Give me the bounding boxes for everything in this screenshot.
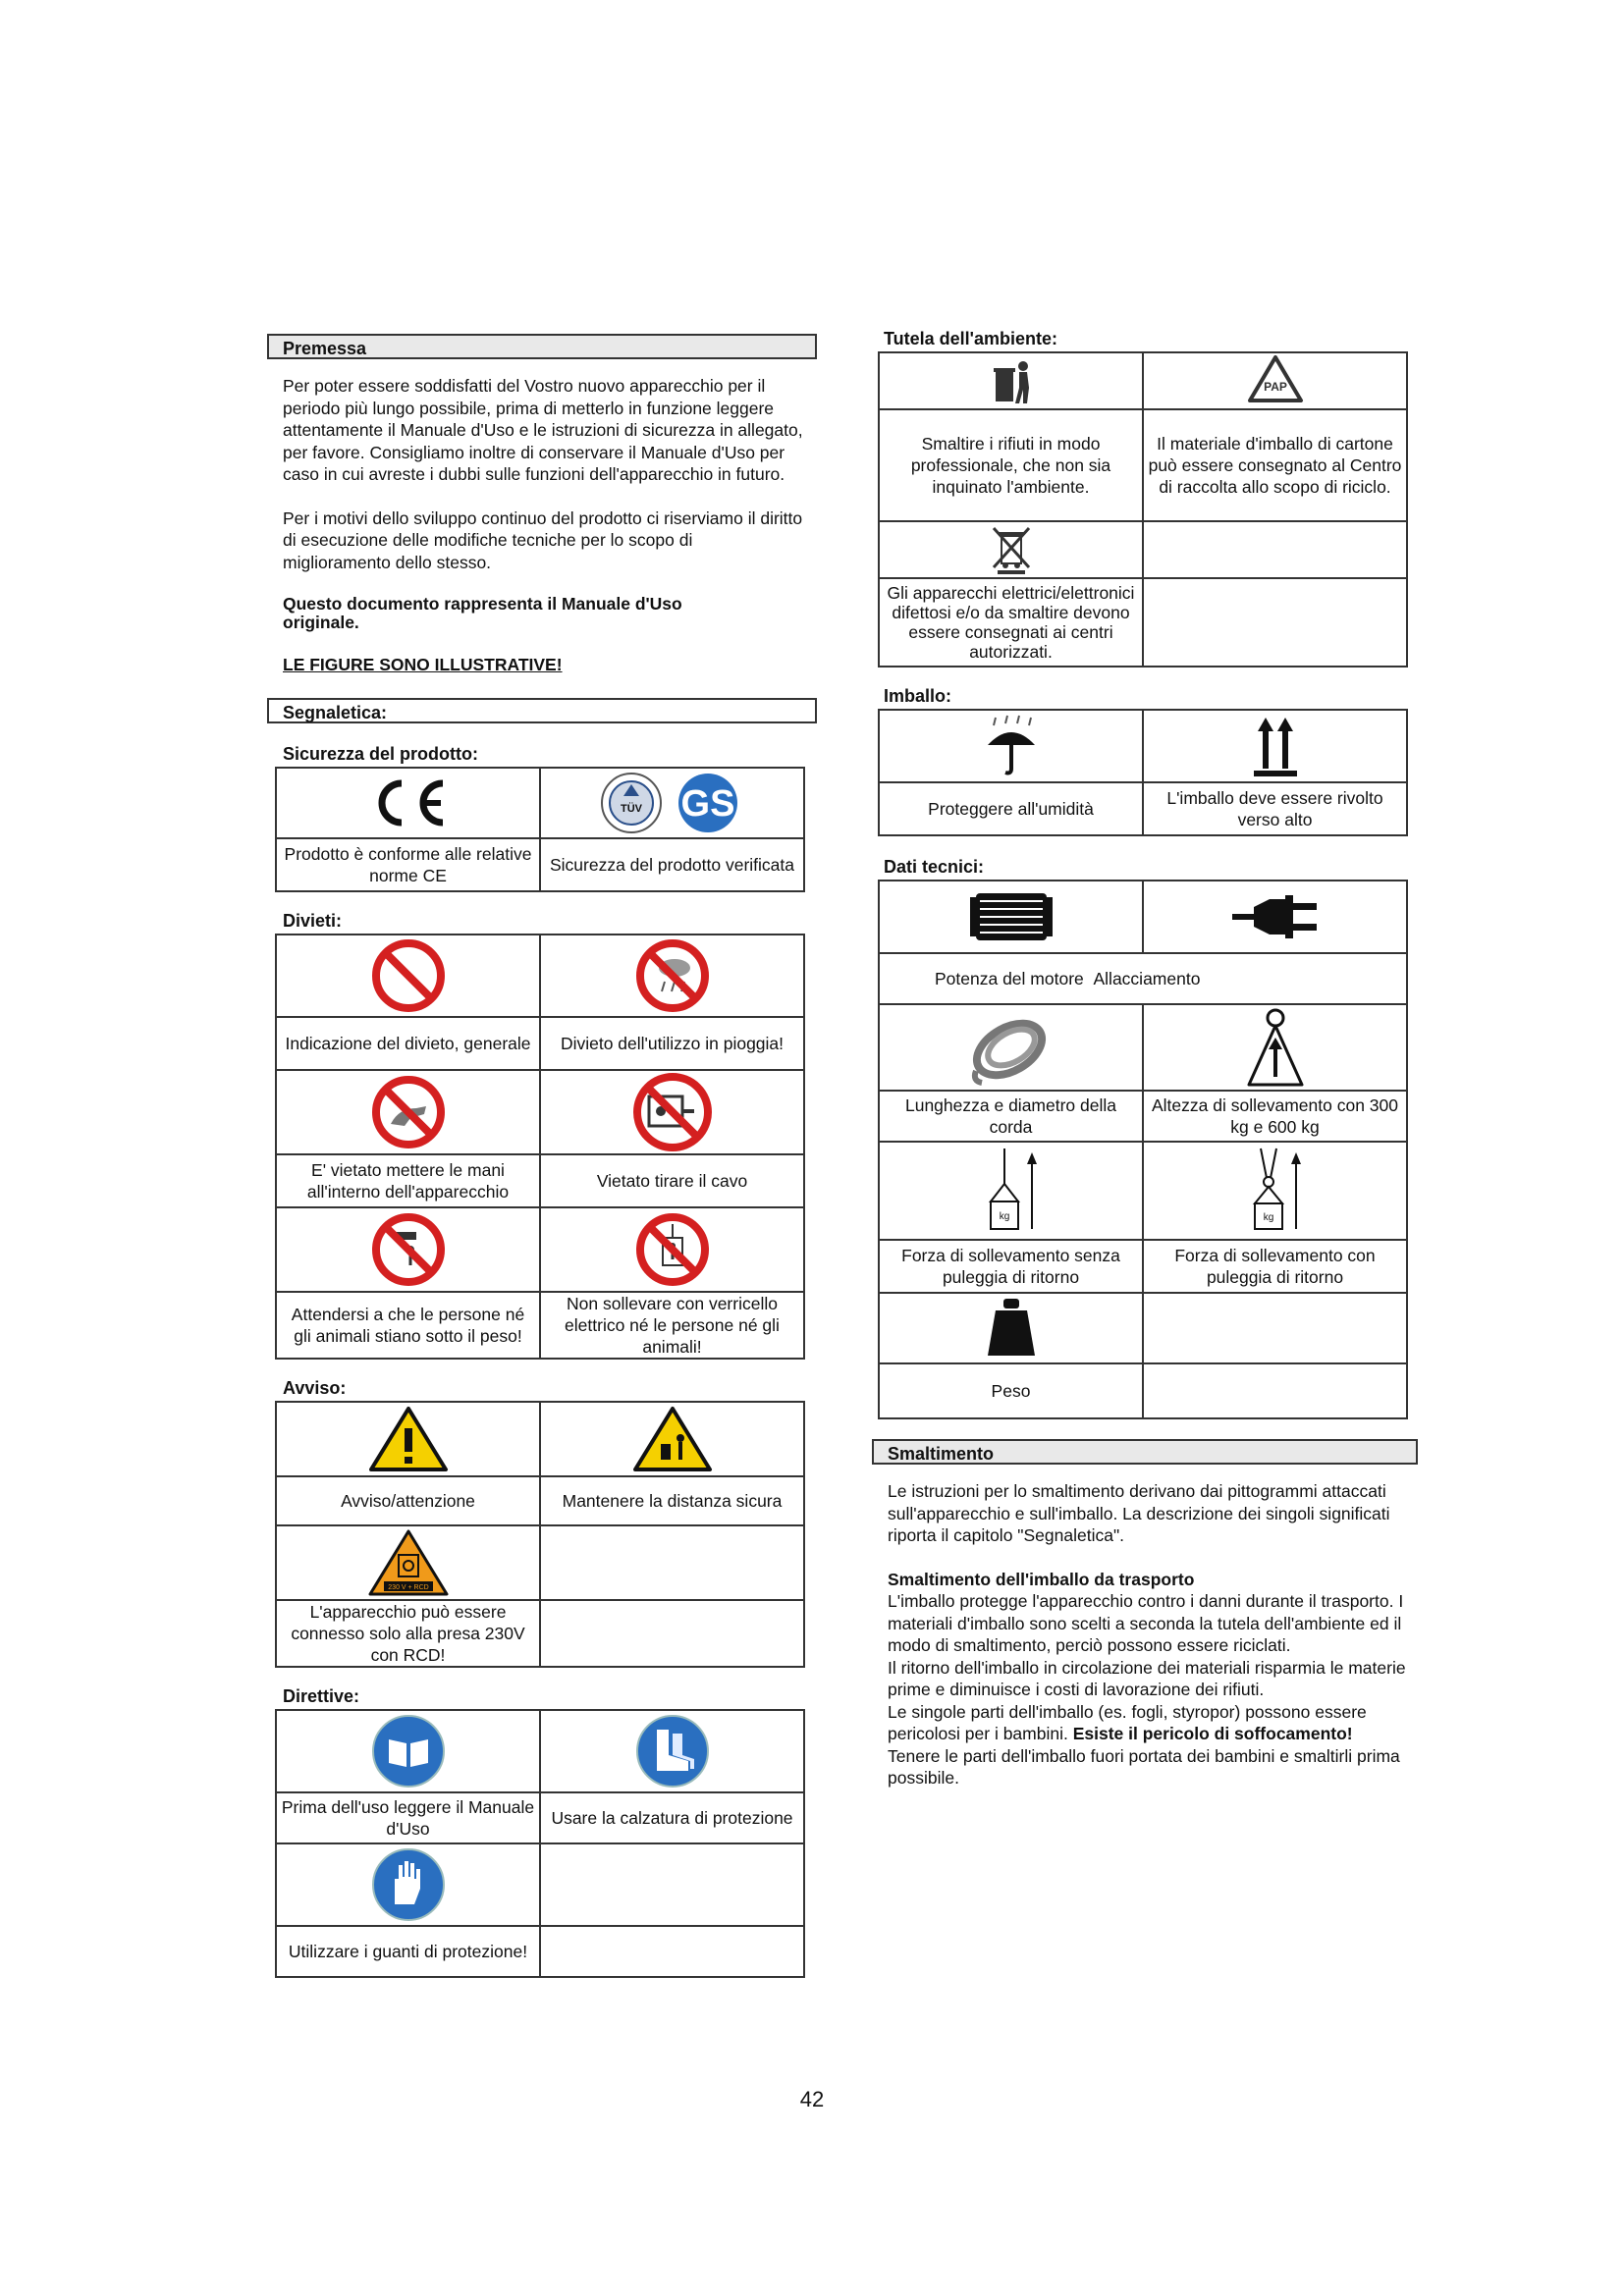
rcd-label-text: 230 V + RCD bbox=[387, 1583, 429, 1591]
empty-cell bbox=[540, 1926, 804, 1977]
sign-label: Prodotto è conforme alle relative norme CE bbox=[276, 838, 540, 891]
safe-distance-cell bbox=[540, 1402, 804, 1476]
smaltimento-subheading: Smaltimento dell'imballo da trasporto bbox=[888, 1569, 1195, 1589]
sign-label: Potenza del motore bbox=[935, 969, 1084, 988]
force-with-pulley-cell bbox=[1143, 1142, 1407, 1240]
tutela-table bbox=[878, 351, 1408, 667]
smaltimento-paragraph-2: L'imballo protegge l'apparecchio contro i danni durante il trasporto. I materiali d'imballo sono scelti a seconda la tutela dell'ambiente ed il modo di smaltimento, perciò possono essere riciclati. bbox=[888, 1591, 1404, 1655]
rope-coil-icon bbox=[962, 1006, 1060, 1089]
empty-cell bbox=[1143, 521, 1407, 578]
kg-text: kg bbox=[999, 1211, 1009, 1222]
no-rain-cell bbox=[540, 934, 804, 1017]
pap-recycle-icon bbox=[1244, 353, 1307, 408]
no-lifting-persons-cell bbox=[540, 1207, 804, 1292]
segnaletica-heading: Segnaletica: bbox=[267, 698, 817, 723]
sign-label: Altezza di sollevamento con 300 kg e 600 kg bbox=[1143, 1091, 1407, 1142]
tutela-heading: Tutela dell'ambiente: bbox=[884, 329, 1057, 348]
warning-triangle-icon bbox=[367, 1405, 450, 1473]
weight-icon bbox=[982, 1297, 1041, 1360]
no-persons-under-load-cell bbox=[276, 1207, 540, 1292]
sign-label: Attendersi a che le persone né gli animali stiano sotto il peso! bbox=[276, 1292, 540, 1359]
safety-shoes-cell bbox=[540, 1710, 804, 1792]
tuv-gs-icon bbox=[594, 771, 751, 835]
divieti-table bbox=[275, 934, 805, 1360]
this-side-up-arrows-icon bbox=[1246, 714, 1305, 778]
dati-table bbox=[878, 880, 1408, 1419]
no-pull-cable-cell bbox=[540, 1070, 804, 1154]
imballo-heading: Imballo: bbox=[884, 686, 952, 706]
empty-cell bbox=[1143, 578, 1407, 667]
sign-label: Proteggere all'umidità bbox=[879, 782, 1143, 835]
avviso-heading: Avviso: bbox=[283, 1377, 347, 1398]
dati-heading: Dati tecnici: bbox=[884, 857, 985, 877]
premessa-heading: Premessa bbox=[267, 334, 817, 359]
sicurezza-heading: Sicurezza del prodotto: bbox=[283, 743, 479, 764]
sign-label: Forza di sollevamento senza puleggia di ritorno bbox=[879, 1240, 1143, 1293]
empty-cell bbox=[540, 1525, 804, 1600]
sign-label: Sicurezza del prodotto verificata bbox=[540, 838, 804, 891]
protective-gloves-icon bbox=[369, 1845, 448, 1924]
no-hands-icon bbox=[371, 1075, 446, 1149]
sicurezza-table bbox=[275, 767, 805, 892]
suffocation-warning: Esiste il pericolo di soffocamento! bbox=[1072, 1724, 1353, 1743]
sign-label: L'imballo deve essere rivolto verso alto bbox=[1143, 782, 1407, 835]
no-rain-icon bbox=[635, 938, 710, 1013]
no-hands-cell bbox=[276, 1070, 540, 1154]
sign-label: Usare la calzatura di protezione bbox=[540, 1792, 804, 1843]
ce-mark-cell bbox=[276, 768, 540, 838]
warning-general-cell bbox=[276, 1402, 540, 1476]
smaltimento-paragraph-1: Le istruzioni per lo smaltimento derivano dai pittogrammi attaccati sull'apparecchio e sull'imballo. La descrizione dei singoli significati riporta il capitolo "Segnaletica". bbox=[888, 1481, 1390, 1545]
umbrella-keep-dry-icon bbox=[982, 714, 1041, 778]
sign-label: Non sollevare con verricello elettrico né le persone né gli animali! bbox=[540, 1292, 804, 1359]
weee-cell bbox=[879, 521, 1143, 578]
lifting-force-with-pulley-icon bbox=[1241, 1145, 1310, 1237]
smaltimento-heading: Smaltimento bbox=[872, 1439, 1418, 1465]
prohibition-general-cell bbox=[276, 934, 540, 1017]
connection-cell bbox=[1143, 881, 1407, 953]
sign-label: Lunghezza e diametro della corda bbox=[879, 1091, 1143, 1142]
protective-gloves-cell bbox=[276, 1843, 540, 1926]
no-pull-cable-icon bbox=[631, 1071, 714, 1153]
sign-label: Divieto dell'utilizzo in pioggia! bbox=[540, 1017, 804, 1070]
page-number: 42 bbox=[799, 2087, 825, 2111]
kg-text: kg bbox=[1263, 1212, 1273, 1223]
pap-text: PAP bbox=[1263, 380, 1287, 394]
right-column bbox=[872, 328, 1422, 1789]
power-plug-icon bbox=[1226, 887, 1325, 946]
empty-cell bbox=[540, 1600, 804, 1667]
illustrative-note: LE FIGURE SONO ILLUSTRATIVE! bbox=[283, 655, 563, 674]
rcd-socket-warning-icon bbox=[364, 1527, 453, 1598]
left-column bbox=[267, 334, 817, 1978]
sign-label: Prima dell'uso leggere il Manuale d'Uso bbox=[276, 1792, 540, 1843]
sign-label: Forza di sollevamento con puleggia di ritorno bbox=[1143, 1240, 1407, 1293]
lifting-height-cell bbox=[1143, 1004, 1407, 1091]
sign-label: Gli apparecchi elettrici/elettronici difettosi e/o da smaltire devono essere consegnati ai centri autorizzati. bbox=[879, 578, 1143, 667]
rcd-warning-cell bbox=[276, 1525, 540, 1600]
pap-recycle-cell bbox=[1143, 352, 1407, 409]
sign-label: Mantenere la distanza sicura bbox=[540, 1476, 804, 1525]
gs-text: GS bbox=[680, 782, 734, 825]
sign-label: Peso bbox=[879, 1363, 1143, 1418]
lifting-height-icon bbox=[1241, 1006, 1310, 1089]
tuv-text: TÜV bbox=[620, 802, 642, 815]
motor-power-cell bbox=[879, 881, 1143, 953]
empty-cell bbox=[1143, 1363, 1407, 1418]
sign-label: Utilizzare i guanti di protezione! bbox=[276, 1926, 540, 1977]
safety-boots-icon bbox=[633, 1712, 712, 1790]
direttive-heading: Direttive: bbox=[283, 1685, 360, 1706]
waste-bin-person-icon bbox=[984, 354, 1039, 407]
divieti-heading: Divieti: bbox=[283, 910, 343, 931]
no-persons-under-load-icon bbox=[371, 1212, 446, 1287]
smaltimento-paragraph-3: Il ritorno dell'imballo in circolazione dei materiali risparmia le materie prime e diminuisce i costi di lavorazione dei rifiuti. bbox=[888, 1657, 1406, 1699]
rope-cell bbox=[879, 1004, 1143, 1091]
weight-cell bbox=[879, 1293, 1143, 1363]
direttive-table bbox=[275, 1709, 805, 1978]
safe-distance-warning-icon bbox=[631, 1405, 714, 1473]
smaltimento-paragraph-4 bbox=[888, 1701, 1418, 1745]
imballo-table bbox=[878, 709, 1408, 836]
sign-label: E' vietato mettere le mani all'interno dell'apparecchio bbox=[276, 1154, 540, 1207]
keep-dry-cell bbox=[879, 710, 1143, 782]
premessa-paragraph-1: Per poter essere soddisfatti del Vostro nuovo apparecchio per il periodo più lungo possibile, prima di metterlo in funzione leggere attentamente il Manuale d'Uso e le istruzioni di sicurezza in allegato, per favore. Consigliamo inoltre di conservare il Manuale d'Uso per caso in cui avreste i dubbi sulle funzioni dell'apparecchio in futuro. bbox=[283, 376, 803, 484]
avviso-table bbox=[275, 1401, 805, 1668]
sign-label: Indicazione del divieto, generale bbox=[276, 1017, 540, 1070]
sign-label: Allacciamento bbox=[1093, 969, 1201, 988]
sign-label: Avviso/attenzione bbox=[276, 1476, 540, 1525]
motor-connection-label-cell bbox=[879, 953, 1407, 1004]
sign-label: Vietato tirare il cavo bbox=[540, 1154, 804, 1207]
lifting-force-without-pulley-icon bbox=[977, 1145, 1046, 1237]
tuv-gs-cell bbox=[540, 768, 804, 838]
sign-label: L'apparecchio può essere connesso solo alla presa 230V con RCD! bbox=[276, 1600, 540, 1667]
prohibition-sign-icon bbox=[371, 938, 446, 1013]
sign-label: Smaltire i rifiuti in modo professionale, che non sia inquinato l'ambiente. bbox=[879, 409, 1143, 521]
dispose-waste-cell bbox=[879, 352, 1143, 409]
force-without-pulley-cell bbox=[879, 1142, 1143, 1240]
smaltimento-paragraph-5: Tenere le parti dell'imballo fuori portata dei bambini e smaltirli prima possibile. bbox=[888, 1745, 1400, 1788]
read-manual-icon bbox=[369, 1712, 448, 1790]
smaltimento-paragraph-4-text: Le singole parti dell'imballo (es. fogli, styropor) possono essere pericolosi per i bambini. bbox=[888, 1701, 1367, 1743]
ce-mark-icon bbox=[364, 774, 453, 832]
empty-cell bbox=[540, 1843, 804, 1926]
no-lifting-persons-icon bbox=[635, 1212, 710, 1287]
empty-cell bbox=[1143, 1293, 1407, 1363]
crossed-bin-weee-icon bbox=[990, 524, 1033, 575]
this-side-up-cell bbox=[1143, 710, 1407, 782]
motor-icon bbox=[962, 887, 1060, 946]
premessa-paragraph-2: Per i motivi dello sviluppo continuo del prodotto ci riserviamo il diritto di esecuzione delle modifiche tecniche per lo scopo di miglioramento dello stesso. bbox=[283, 507, 803, 572]
sign-label: Il materiale d'imballo di cartone può essere consegnato al Centro di raccolta allo scopo di riciclo. bbox=[1143, 409, 1407, 521]
read-manual-cell bbox=[276, 1710, 540, 1792]
premessa-original-note: Questo documento rappresenta il Manuale d'Uso originale. bbox=[283, 594, 682, 632]
